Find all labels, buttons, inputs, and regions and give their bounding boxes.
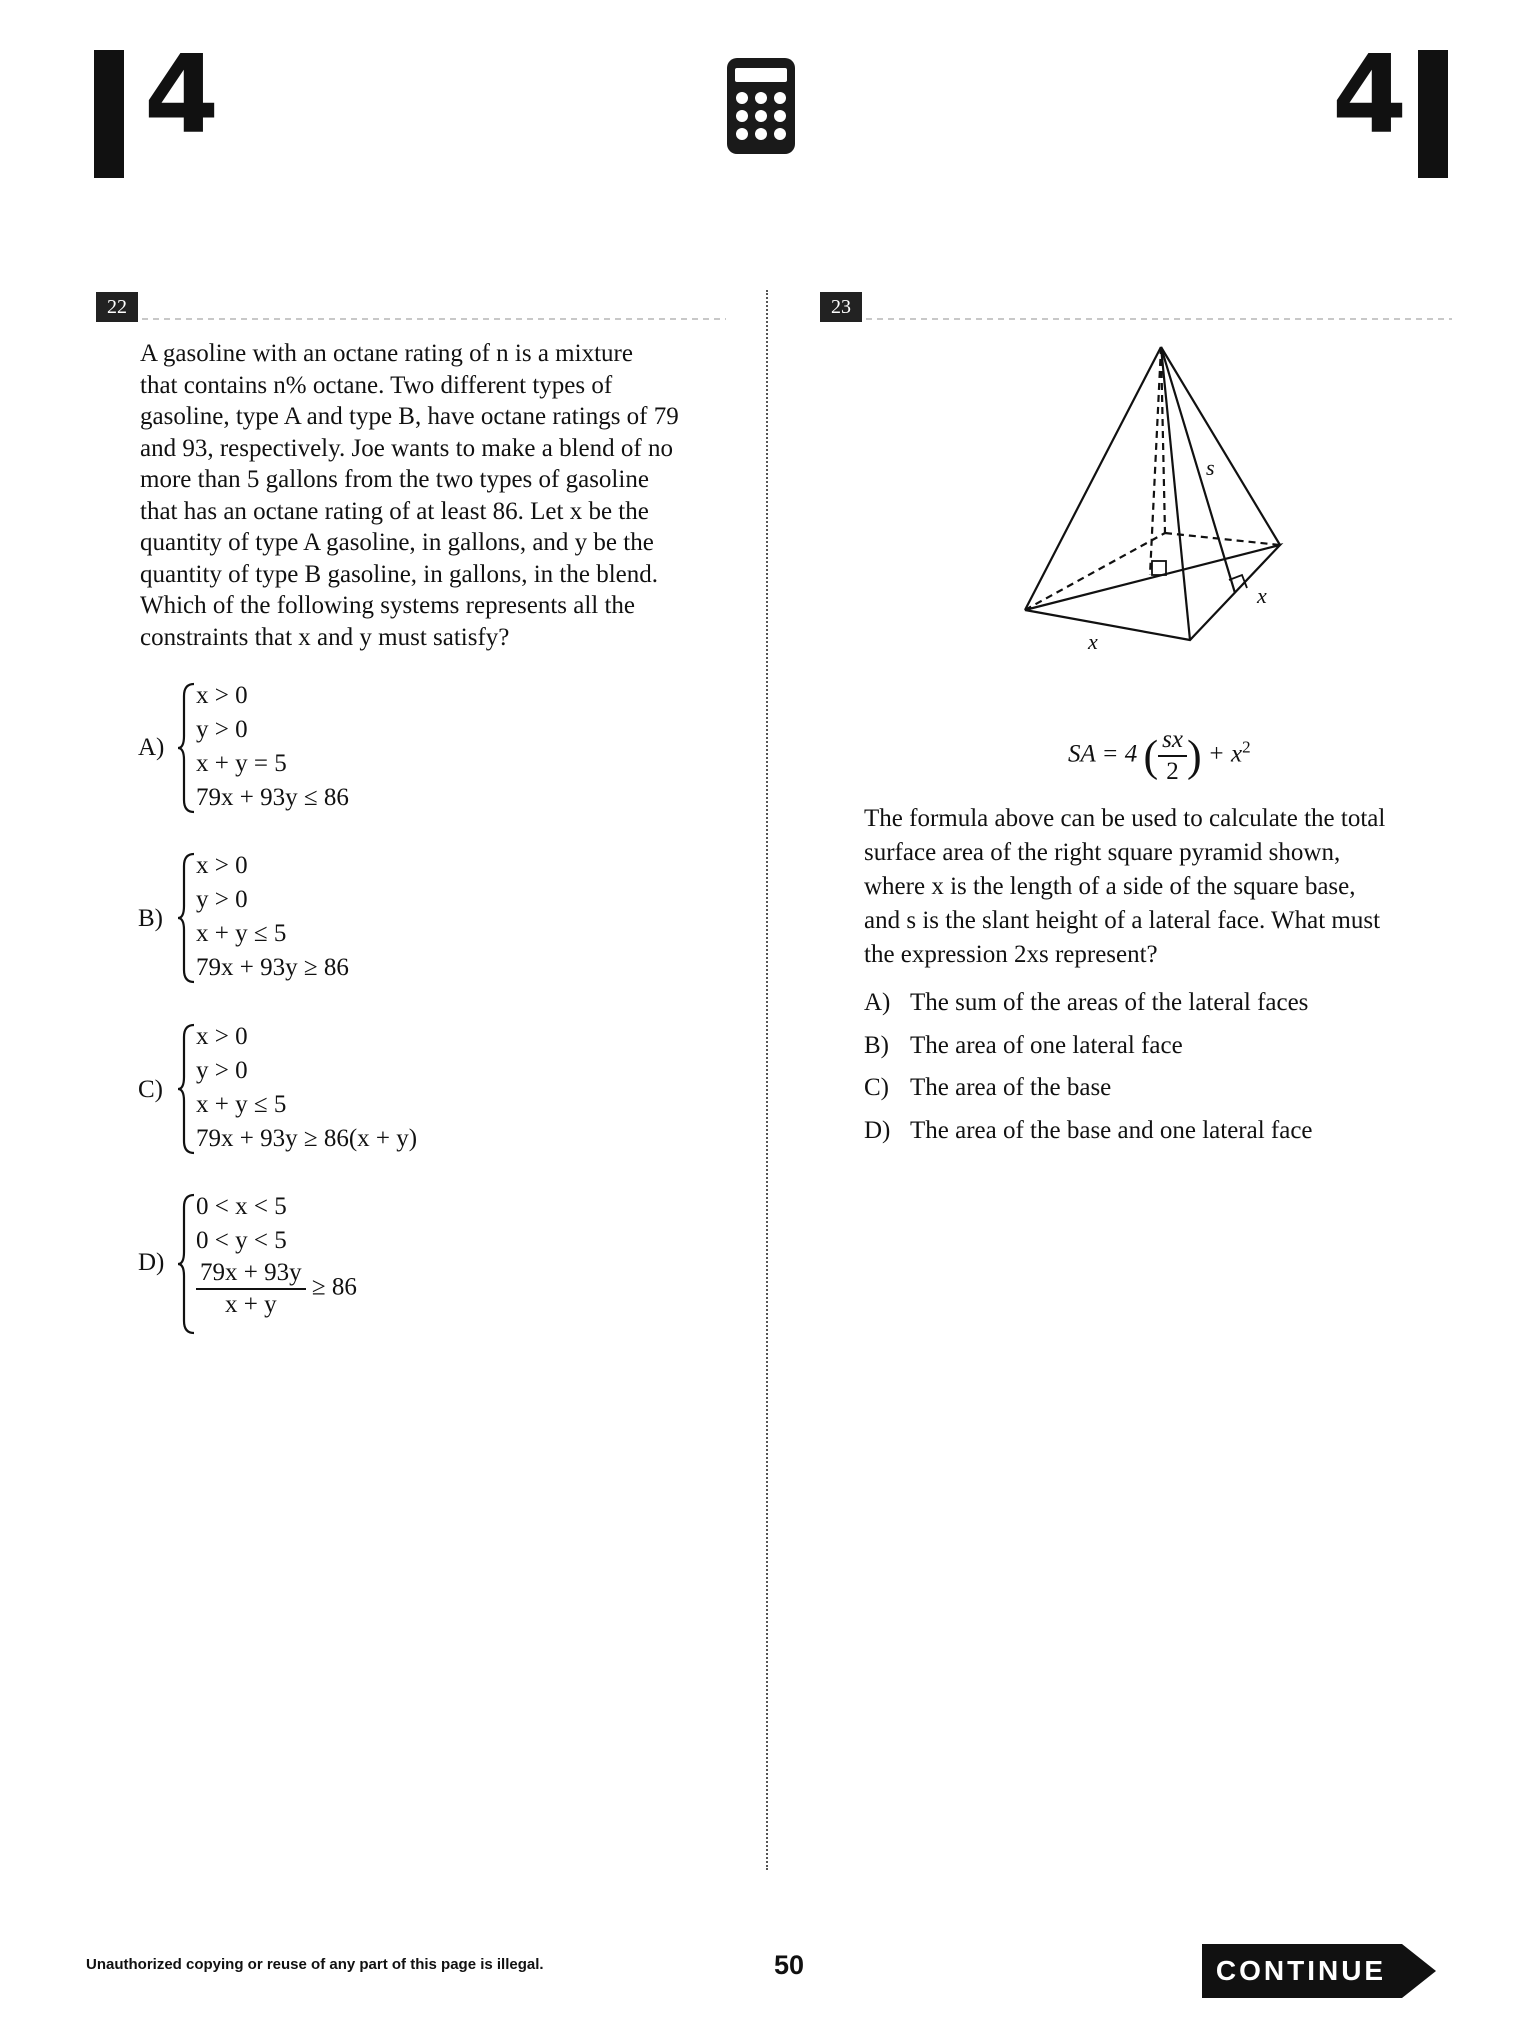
choice-a[interactable]: A) The sum of the areas of the lateral faces [864,989,1309,1016]
section-bar-right [1418,50,1448,178]
option-b-label[interactable]: B) [138,905,163,932]
column-divider [766,290,768,1870]
section-bar-left [94,50,124,178]
option-d-fraction-line: $\frac{79x + 93y}{x + y}$ ≥ 86 [196,1258,357,1320]
section-number-left: 4 [144,33,220,158]
question-22-header-rule [142,318,726,320]
question-number-22: 22 [96,292,138,322]
section-number-right: 4 [1332,33,1408,158]
pyramid-figure [1010,335,1310,655]
page-number: 50 [774,1950,805,1980]
question-23-stem: The formula above can be used to calculate the total surface area of the right square pyramid shown, where x is the length of a side of the square base, and s is the slant height of a lateral face. What must the expression 2xs represent? [864,805,1386,968]
pyramid-base-front [1025,545,1280,640]
copyright-notice: Unauthorized copying or reuse of any part of this page is illegal. [86,1956,544,1973]
continue-button[interactable] [1202,1944,1436,1998]
calculator-icon [727,58,795,154]
question-number-23: 23 [820,292,862,322]
surface-area-formula: SA = 4 ( $\frac{sx}{2}$ ) + $x^2$ [1068,726,1251,785]
choice-b[interactable]: B) The area of one lateral face [864,1032,1183,1059]
option-c-label[interactable]: C) [138,1076,163,1103]
option-a-label[interactable]: A) [138,734,165,761]
option-b-system[interactable]: x > 0 y > 0 x + y ≤ 5 79x + 93y ≥ 86 [196,852,349,981]
option-d-system[interactable]: 0 < x < 5 0 < y < 5 $\frac{79x + 93y}{x + y}$ ≥ 86 [196,1193,357,1318]
choice-c[interactable]: C) The area of the base [864,1074,1112,1101]
question-23-header-rule [866,318,1452,320]
base-front-label: x [1088,629,1098,654]
option-d-fraction: $\frac{79x + 93y}{x + y}$ [196,1258,306,1320]
choice-d[interactable]: D) The area of the base and one lateral face [864,1117,1313,1144]
option-c-system[interactable]: x > 0 y > 0 x + y ≤ 5 79x + 93y ≥ 86(x + y) [196,1023,418,1152]
base-side-label: x [1257,583,1267,608]
slant-height-label: s [1206,455,1215,480]
question-22-stem: A gasoline with an octane rating of n is a mixture that contains n% octane. Two different types of gasoline, type A and type B, have octane ratings of 79 and 93, respectively. Joe wants to make a blend of no more than 5 gallons from the two types of gasoline that has an octane rating of at least 86. Let x be the quantity of type A gasoline, in gallons, and y be the quantity of type B gasoline, in gallons, in the blend. Which of the following systems represents all the constraints that x and y must satisfy? [140,340,679,651]
option-d-label[interactable]: D) [138,1249,165,1276]
continue-label: CONTINUE [1215,1955,1387,1986]
option-a-system[interactable]: x > 0 y > 0 x + y = 5 79x + 93y ≤ 86 [196,682,349,811]
